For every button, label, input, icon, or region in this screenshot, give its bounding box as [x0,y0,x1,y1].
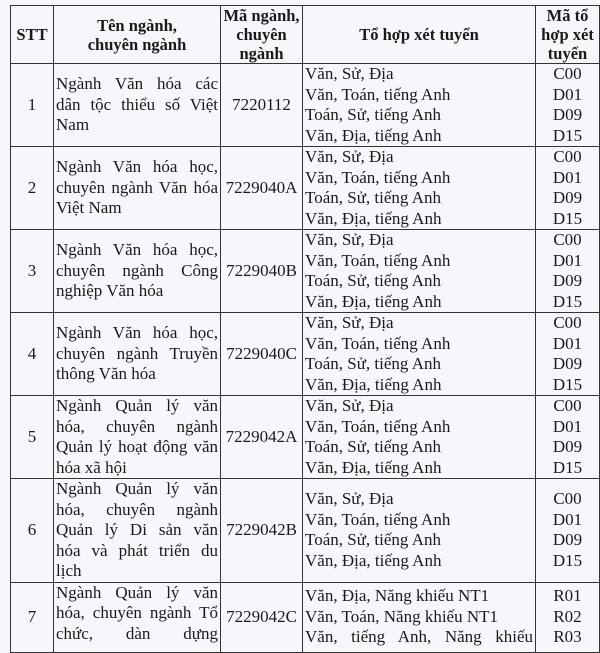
row-combination-codes [536,64,600,147]
combination-code: D01 [552,250,583,270]
header-major-name-line: chuyên ngành [87,34,187,54]
header-combination-code [536,6,600,64]
row-major-name [54,147,221,230]
major-name-line: Ngành Văn hóa học, [56,157,218,177]
combination-item: Văn, Sử, Địa [305,64,394,83]
table-row [11,230,600,313]
combination-item: Văn, Toán, tiếng Anh [305,167,451,187]
combination-code: D15 [552,291,583,311]
combination-code: D15 [552,550,583,570]
combination-code: D15 [552,208,583,228]
table-row [11,582,600,652]
combination-item: Văn, Toán, tiếng Anh [305,333,451,353]
header-major-name-line: Tên ngành, [97,15,177,35]
combination-item: Văn, Địa, tiếng Anh [305,457,442,477]
major-name-line: hóa và phát triển du [56,540,218,560]
row-combination-codes [536,396,600,479]
combination-code: D15 [552,374,583,394]
major-name-line: Ngành Văn hóa học, [56,323,218,343]
combination-code: R02 [553,606,582,626]
row-stt: 3 [11,230,54,313]
row-combinations [303,147,536,230]
combination-item: Văn, Toán, tiếng Anh [305,416,451,436]
row-major-code: 7229040B [221,230,303,313]
combination-item: Văn, Sử, Địa [305,230,394,249]
combination-code: R01 [553,586,582,606]
major-name-line: Nam [56,115,90,135]
row-major-code: 7229042C [221,582,303,652]
major-name-line: chuyên ngành Truyền [56,343,218,363]
header-combination: Tổ hợp xét tuyển [303,6,536,64]
row-major-code: 7220112 [221,64,303,147]
row-combination-codes [536,230,600,313]
table-row [11,313,600,396]
header-major-code-line: ngành [239,44,284,63]
major-name-line: Ngành Văn hóa các [56,74,218,94]
combination-item: Văn, Địa, tiếng Anh [305,550,442,570]
combination-item: Toán, Sử, tiếng Anh [305,271,441,290]
row-combination-codes [536,313,600,396]
major-name-line: Ngành Quản lý văn [56,479,218,498]
row-combination-codes [536,479,600,583]
row-stt: 7 [11,582,54,652]
row-stt: 1 [11,64,54,147]
combination-item: Toán, Sử, tiếng Anh [305,437,441,456]
row-major-code: 7229040A [221,147,303,230]
combination-item: Toán, Sử, tiếng Anh [305,105,441,124]
major-name-line: Ngành Quản lý văn [56,396,218,415]
combination-item: Văn, Địa, tiếng Anh [305,374,442,394]
combination-item: Văn, Sử, Địa [305,396,394,415]
table-row [11,479,600,583]
row-stt: 5 [11,396,54,479]
major-name-line: nghiệp Văn hóa [56,281,164,301]
combination-code: D01 [552,509,583,529]
row-combinations [303,396,536,479]
combination-code: C00 [553,64,582,83]
major-name-line: thông Văn hóa [56,364,156,384]
combination-item: Văn, Toán, tiếng Anh [305,84,451,104]
combination-code: C00 [553,489,582,509]
combination-code: D01 [552,167,583,187]
major-name-line: Việt Nam [56,198,122,218]
combination-code: D01 [552,416,583,436]
major-name-line: Quản lý hoạt động văn [56,437,218,456]
row-stt: 6 [11,479,54,583]
header-major-code-line: chuyên [236,25,287,44]
header-combination-code-line: Mã tổ [546,6,589,25]
table-row [11,147,600,230]
combination-code: C00 [553,230,582,249]
combination-item: Văn, Sử, Địa [305,313,394,332]
major-name-line: Ngành Quản lý văn [56,582,218,602]
row-major-code: 7229042B [221,479,303,583]
row-major-name [54,230,221,313]
row-major-name [54,396,221,479]
combination-item: Văn, Toán, Năng khiếu NT1 [305,606,499,626]
combination-code: D09 [552,271,583,290]
combination-item: Văn, Sử, Địa [305,489,394,509]
combination-code: D01 [552,333,583,353]
combination-item: Văn, Địa, tiếng Anh [305,125,442,145]
major-name-line: hóa xã hội [56,457,127,477]
combination-code: D09 [552,437,583,456]
major-name-line: chuyên ngành Công [56,260,218,280]
combination-code: C00 [553,147,582,166]
row-major-name [54,479,221,583]
combination-code: D15 [552,457,583,477]
row-major-name [54,64,221,147]
combination-item: Toán, Sử, tiếng Anh [305,188,441,207]
row-major-name [54,313,221,396]
combination-code: D09 [552,188,583,207]
row-combinations [303,582,536,652]
combination-code: R03 [553,627,582,647]
combination-item: Văn, Toán, tiếng Anh [305,250,451,270]
admission-table [10,5,600,653]
row-major-name [54,582,221,652]
combination-item: Văn, tiếng Anh, Năng khiếu [305,627,533,647]
combination-code: C00 [553,313,582,332]
table-header-row [11,6,600,64]
combination-code: D09 [552,105,583,124]
combination-item: Toán, Sử, tiếng Anh [305,354,441,373]
row-combinations [303,230,536,313]
header-major-code [221,6,303,64]
row-combinations [303,64,536,147]
row-combinations [303,479,536,583]
combination-item: Văn, Sử, Địa [305,147,394,166]
row-combination-codes [536,582,600,652]
combination-item: Văn, Địa, tiếng Anh [305,208,442,228]
combination-item: Văn, Toán, tiếng Anh [305,509,451,529]
combination-code: D09 [552,354,583,373]
combination-item: Văn, Địa, Năng khiếu NT1 [305,586,490,606]
table-row [11,64,600,147]
row-combination-codes [536,147,600,230]
header-combination-code-line: tuyển [547,44,588,63]
major-name-line: hóa, chuyên ngành [56,416,218,436]
header-major-name [54,6,221,64]
table-row [11,396,600,479]
row-major-code: 7229042A [221,396,303,479]
header-stt: STT [11,6,54,64]
row-combinations [303,313,536,396]
header-major-code-line: Mã ngành, [223,6,300,25]
major-name-line: chức, dàn dựng [56,623,218,643]
major-name-line: hóa, chuyên ngành Tổ [56,603,218,622]
row-stt: 4 [11,313,54,396]
major-name-line: Ngành Văn hóa học, [56,240,218,260]
combination-item: Văn, Địa, tiếng Anh [305,291,442,311]
major-name-line: chuyên ngành Văn hóa [56,177,218,197]
major-name-line: lịch [56,561,82,580]
row-stt: 2 [11,147,54,230]
major-name-line: Quản lý Di sản văn [56,520,218,539]
header-combination-code-line: hợp xét [541,25,594,44]
major-name-line: hóa, chuyên ngành [56,499,218,519]
combination-code: C00 [553,396,582,415]
combination-code: D15 [552,125,583,145]
row-major-code: 7229040C [221,313,303,396]
combination-code: D01 [552,84,583,104]
combination-item: Toán, Sử, tiếng Anh [305,530,441,550]
combination-code: D09 [552,530,583,550]
major-name-line: dân tộc thiểu số Việt [56,94,218,114]
